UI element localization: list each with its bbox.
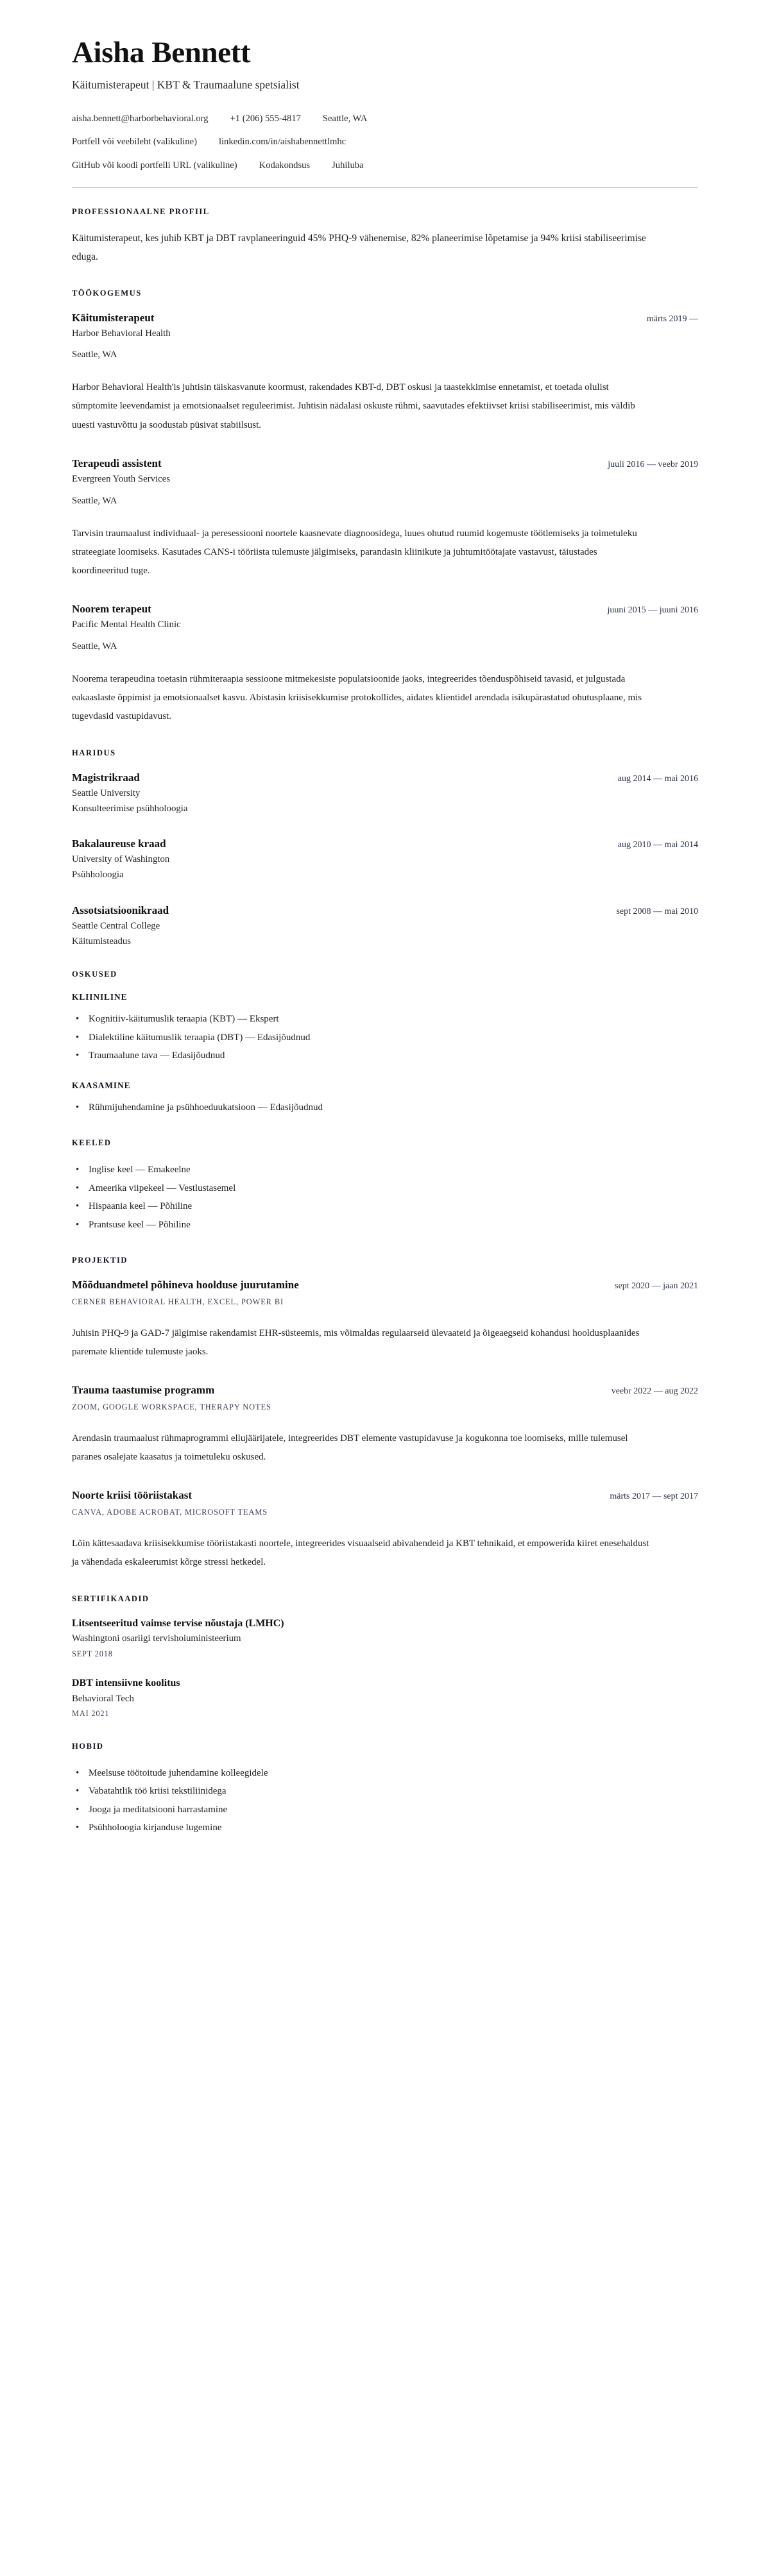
- contact-row-portfolio: [72, 135, 698, 148]
- project-entry: [72, 1488, 698, 1572]
- experience-date-range: märts 2019 —: [646, 314, 698, 324]
- skill-list: [72, 1099, 698, 1117]
- project-tools: CANVA, ADOBE ACROBAT, MICROSOFT TEAMS: [72, 1507, 268, 1517]
- experience-location: Seattle, WA: [72, 349, 117, 360]
- education-date-range: aug 2010 — mai 2014: [617, 840, 698, 850]
- section-education: [72, 748, 698, 948]
- contact-linkedin[interactable]: linkedin.com/in/aishabennettlmhc: [218, 137, 346, 147]
- education-degree: Assotsiatsioonikraad: [72, 904, 169, 916]
- project-description: Lõin kättesaadava kriisisekkumise tööriistakasti noortele, integreerides visuaalseid abivahendeid ja KBT tehnikaid, et empowerida kiiret enesehaldust ja vähendada eskaleerumist kõrge stressi hetkedel.: [72, 1538, 649, 1568]
- section-languages: [72, 1138, 698, 1234]
- project-date-range: märts 2017 — sept 2017: [610, 1492, 698, 1502]
- hobby-item: • Vabatahtlik töö kriisi tekstiliinidega: [72, 1782, 698, 1801]
- skill-item: • Kognitiiv-käitumuslik teraapia (KBT) — Ekspert: [72, 1010, 698, 1029]
- education-degree: Bakalaureuse kraad: [72, 838, 166, 850]
- experience-description: Harbor Behavioral Health'is juhtisin täiskasvanute koormust, rakendades KBT-d, DBT oskusi ja taastekkimise ennetamist, et toetada olulist sümptomite leevendamist ja emotsionaalset reguleerimist. Juhtisin nädalasi oskuste rühmi, saavutades efektiivset kriisi stabiliseerimist, mis väldib uuesti vastuvõttu ja soodustab püsivat stabiilsust.: [72, 382, 635, 430]
- experience-job-title: Terapeudi assistent: [72, 457, 162, 469]
- contact-location: Seattle, WA: [322, 113, 368, 124]
- contact-phone[interactable]: +1 (206) 555-4817: [230, 113, 301, 124]
- experience-entry-head: [72, 602, 698, 616]
- experience-entry-head: [72, 457, 698, 471]
- project-description: Juhisin PHQ-9 ja GAD-7 jälgimise rakendamist EHR-süsteemis, mis võimaldas regulaarseid ülevaateid ja õigeaegseid kohandusi hooldusplaanides paremate klientide tulemuste jaoks.: [72, 1327, 640, 1358]
- language-item: • Inglise keel — Emakeelne: [72, 1161, 698, 1179]
- contact-row-primary: [72, 112, 698, 125]
- education-school: University of Washington: [72, 854, 170, 865]
- project-name: Trauma taastumise programm: [72, 1384, 215, 1397]
- contact-portfolio-placeholder[interactable]: Portfell või veebileht (valikuline): [72, 137, 197, 147]
- education-field: Psühholoogia: [72, 870, 124, 880]
- section-skills: [72, 970, 698, 1116]
- section-title-experience: TÖÖKOGEMUS: [72, 288, 142, 298]
- education-entry-head: [72, 904, 698, 918]
- section-title-skills: OSKUSED: [72, 970, 117, 979]
- language-item: • Prantsuse keel — Põhiline: [72, 1216, 698, 1234]
- certification-entry: [72, 1617, 698, 1660]
- contact-citizenship: Kodakondsus: [259, 160, 311, 171]
- contact-email[interactable]: aisha.bennett@harborbehavioral.org: [72, 113, 209, 124]
- language-list: [72, 1161, 698, 1234]
- hobby-item: • Psühholoogia kirjanduse lugemine: [72, 1819, 698, 1837]
- project-tools: CERNER BEHAVIORAL HEALTH, EXCEL, POWER BI: [72, 1297, 284, 1306]
- skill-item: • Traumaalune tava — Edasijõudnud: [72, 1047, 698, 1065]
- candidate-name: Aisha Bennett: [72, 36, 251, 69]
- experience-date-range: juuni 2015 — juuni 2016: [607, 605, 698, 616]
- experience-location: Seattle, WA: [72, 495, 117, 506]
- experience-company: Harbor Behavioral Health: [72, 328, 171, 339]
- contact-github-placeholder[interactable]: GitHub või koodi portfelli URL (valikuline): [72, 160, 237, 171]
- education-entry-head: [72, 837, 698, 851]
- experience-job-title: Noorem terapeut: [72, 603, 151, 616]
- section-title-hobbies: HOBID: [72, 1741, 104, 1751]
- section-projects: [72, 1256, 698, 1572]
- experience-description: Tarvisin traumaalust individuaal- ja peresessiooni noortele kaasnevate diagnoosidega, luues ohutud ruumid kogemuste töötlemiseks ja toimetuleku strateegiate loomiseks. Kasutades CANS-i tööriista tulemuste jälgimiseks, parandasin kliinikute ja juhtumitöötajate vastavust, täiustades koordineeritud tuge.: [72, 528, 637, 577]
- skill-group-name: KAASAMINE: [72, 1080, 131, 1090]
- project-date-range: veebr 2022 — aug 2022: [611, 1386, 698, 1397]
- contact-row-extra: [72, 159, 698, 172]
- education-entry-head: [72, 771, 698, 785]
- section-title-profile: PROFESSIONAALNE PROFIIL: [72, 207, 210, 217]
- education-entry: [72, 837, 698, 882]
- skill-group: [72, 992, 698, 1065]
- hobby-list: [72, 1764, 698, 1837]
- project-name: Mõõduandmetel põhineva hoolduse juurutamine: [72, 1279, 299, 1292]
- skill-group-name: KLIINILINE: [72, 992, 128, 1002]
- resume-header: [72, 37, 698, 188]
- project-entry-head: [72, 1278, 698, 1292]
- experience-date-range: juuli 2016 — veebr 2019: [608, 459, 698, 469]
- contact-drivers-license: Juhiluba: [332, 160, 364, 171]
- education-degree: Magistrikraad: [72, 771, 140, 784]
- experience-job-title: Käitumisterapeut: [72, 311, 155, 324]
- experience-location: Seattle, WA: [72, 641, 117, 652]
- hobby-item: • Meelsuse töötoitude juhendamine kolleegidele: [72, 1764, 698, 1783]
- certification-entry: [72, 1676, 698, 1720]
- project-date-range: sept 2020 — jaan 2021: [615, 1281, 698, 1292]
- education-date-range: aug 2014 — mai 2016: [617, 773, 698, 784]
- section-experience: [72, 289, 698, 727]
- language-item: • Hispaania keel — Põhiline: [72, 1197, 698, 1216]
- project-entry-head: [72, 1383, 698, 1397]
- experience-entry: [72, 311, 698, 435]
- education-date-range: sept 2008 — mai 2010: [616, 906, 698, 916]
- skill-group: [72, 1081, 698, 1117]
- education-entry: [72, 771, 698, 816]
- certification-issuer: Washingtoni osariigi tervishoiuministeerium: [72, 1633, 241, 1644]
- skill-item: • Rühmijuhendamine ja psühhoeduukatsioon — Edasijõudnud: [72, 1099, 698, 1117]
- education-school: Seattle Central College: [72, 920, 160, 931]
- experience-company: Pacific Mental Health Clinic: [72, 619, 181, 630]
- skill-item: • Dialektiline käitumuslik teraapia (DBT) — Edasijõudnud: [72, 1029, 698, 1047]
- project-description: Arendasin traumaalust rühmaprogrammi ellujäärijatele, integreerides DBT elemente vastupidavuse ja kogukonna toe loomiseks, mille tulemusel paranes osalejate kaasatus ja toimetuleku oskused.: [72, 1433, 628, 1463]
- experience-entry-head: [72, 311, 698, 325]
- education-entry: [72, 904, 698, 948]
- education-field: Konsulteerimise psühholoogia: [72, 803, 188, 814]
- certification-date: MAI 2021: [72, 1709, 110, 1719]
- project-entry: [72, 1383, 698, 1467]
- experience-entry: [72, 457, 698, 580]
- hobby-item: • Jooga ja meditatsiooni harrastamine: [72, 1801, 698, 1819]
- section-title-languages: KEELED: [72, 1138, 112, 1148]
- skill-list: [72, 1010, 698, 1065]
- certification-date: SEPT 2018: [72, 1649, 113, 1658]
- project-entry-head: [72, 1488, 698, 1503]
- section-title-projects: PROJEKTID: [72, 1256, 128, 1265]
- profile-summary-text: Käitumisterapeut, kes juhib KBT ja DBT ravplaneeringuid 45% PHQ-9 vähenemise, 82% planeerimise lõpetamise ja 94% kriisi stabiliseerimise eduga.: [72, 233, 646, 262]
- experience-description: Noorema terapeudina toetasin rühmiteraapia sessioone mitmekesiste populatsioonide jaoks, integreerides tõenduspõhiseid tavasid, et julgustada eakaaslaste õppimist ja emotsionaalset kasvu. Abistasin kriisisekkumise protokollides, aidates klientidel arendada isikupärastatud ohutusplaane, mis tugevdasid vastupidavust.: [72, 673, 642, 722]
- certification-name: DBT intensiivne koolitus: [72, 1678, 180, 1689]
- header-divider: [72, 187, 698, 188]
- project-entry: [72, 1278, 698, 1361]
- language-item: • Ameerika viipekeel — Vestlustasemel: [72, 1179, 698, 1198]
- certification-name: Litsentseeritud vaimse tervise nõustaja (LMHC): [72, 1617, 284, 1629]
- experience-entry: [72, 602, 698, 726]
- project-name: Noorte kriisi tööriistakast: [72, 1489, 192, 1502]
- certification-issuer: Behavioral Tech: [72, 1693, 134, 1704]
- experience-company: Evergreen Youth Services: [72, 474, 171, 485]
- section-title-certifications: SERTIFIKAADID: [72, 1594, 150, 1603]
- education-field: Käitumisteadus: [72, 936, 132, 947]
- education-school: Seattle University: [72, 787, 141, 798]
- section-certifications: [72, 1594, 698, 1720]
- section-profile: [72, 207, 698, 266]
- project-tools: ZOOM, GOOGLE WORKSPACE, THERAPY NOTES: [72, 1402, 271, 1411]
- section-title-education: HARIDUS: [72, 748, 116, 757]
- section-hobbies: [72, 1742, 698, 1837]
- candidate-headline: Käitumisterapeut | KBT & Traumaalune spetsialist: [72, 78, 300, 92]
